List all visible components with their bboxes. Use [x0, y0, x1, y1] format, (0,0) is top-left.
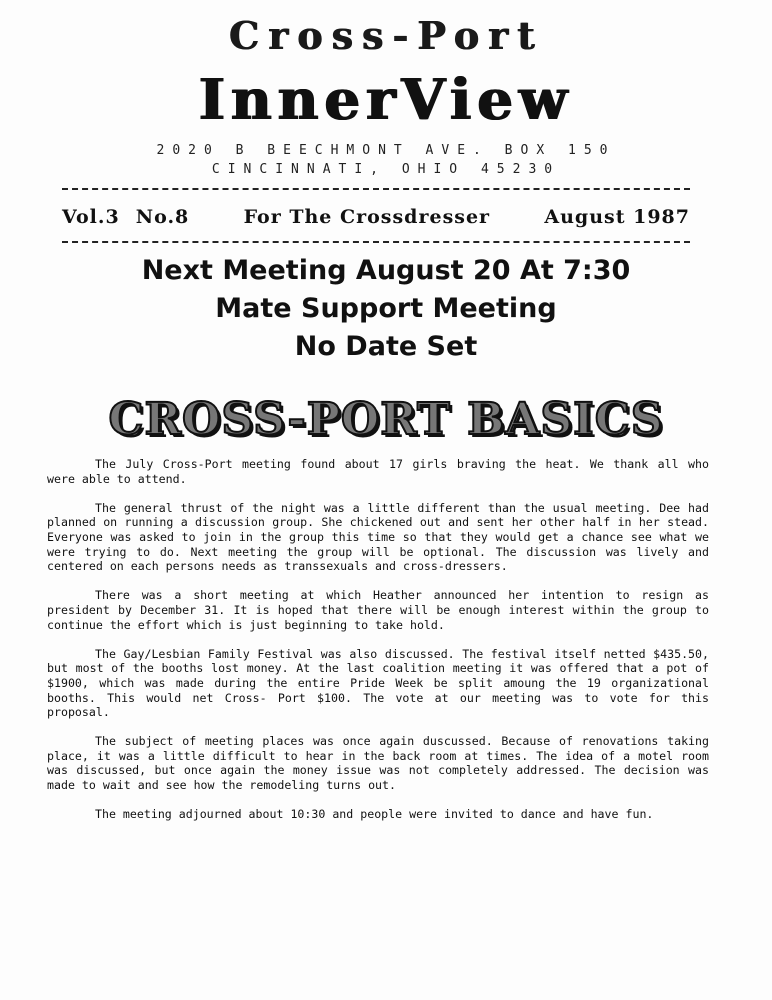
paragraph: The general thrust of the night was a little different than the usual meeting. Dee had planned on running a discussion group. She chickened out and sent her other half in her stead. Everyone was asked to join in the group this time so that they would get a chance see what we were trying to do. Next meeting the group will be optional. The discussion was lively and centered on each persons needs as transsexuals and cross-dressers.: [47, 500, 709, 574]
address-city: CINCINNATI, OHIO 45230: [211, 162, 561, 177]
headline-no-date: No Date Set: [294, 331, 478, 362]
masthead-title-cross-port: Cross-Port: [228, 13, 544, 58]
issue-date: August 1987: [544, 206, 690, 228]
dashed-divider-top: [62, 188, 690, 190]
paragraph: The meeting adjourned about 10:30 and people were invited to dance and have fun.: [95, 807, 654, 822]
paragraph: The subject of meeting places was once again duscussed. Because of renovations taking place, it was a little difficult to hear in the back room at times. The idea of a motel room was discussed, but once again the money issue was not completely addressed. The decision was made to wait and see how the remodeling turns out.: [47, 734, 709, 793]
address-street: 2020 B BEECHMONT AVE. BOX 150: [156, 143, 616, 158]
tagline: For The Crossdresser: [243, 206, 491, 228]
headline-next-meeting: Next Meeting August 20 At 7:30: [141, 255, 631, 286]
dashed-divider-bottom: [62, 241, 690, 243]
volume-label: Vol.3: [62, 206, 120, 228]
paragraph: The Gay/Lesbian Family Festival was also discussed. The festival itself netted $435.50, but most of the booths lost money. At the last coalition meeting it was offered that a pot of $1900, which was made during the entire Pride Week be split amoung the 19 organizational booths. This would net Cross- Port $100. The vote at our meeting was to vote for this proposal.: [47, 646, 709, 720]
issue-info-bar: [62, 202, 690, 232]
paragraph: There was a short meeting at which Heather announced her intention to resign as president by December 31. It is hoped that there will be enough interest within the group to continue the effort which is just beginning to take hold.: [47, 588, 709, 632]
headline-mate-support: Mate Support Meeting: [215, 293, 557, 324]
masthead-title-innerview: InnerView: [198, 67, 574, 133]
paragraph: The July Cross-Port meeting found about 17 girls braving the heat. We thank all who were able to attend.: [47, 457, 709, 486]
issue-number: No.8: [135, 206, 190, 228]
section-heading: CROSS-PORT BASICS: [108, 394, 664, 445]
article-body: [47, 457, 709, 836]
meeting-announcements: [0, 252, 772, 366]
